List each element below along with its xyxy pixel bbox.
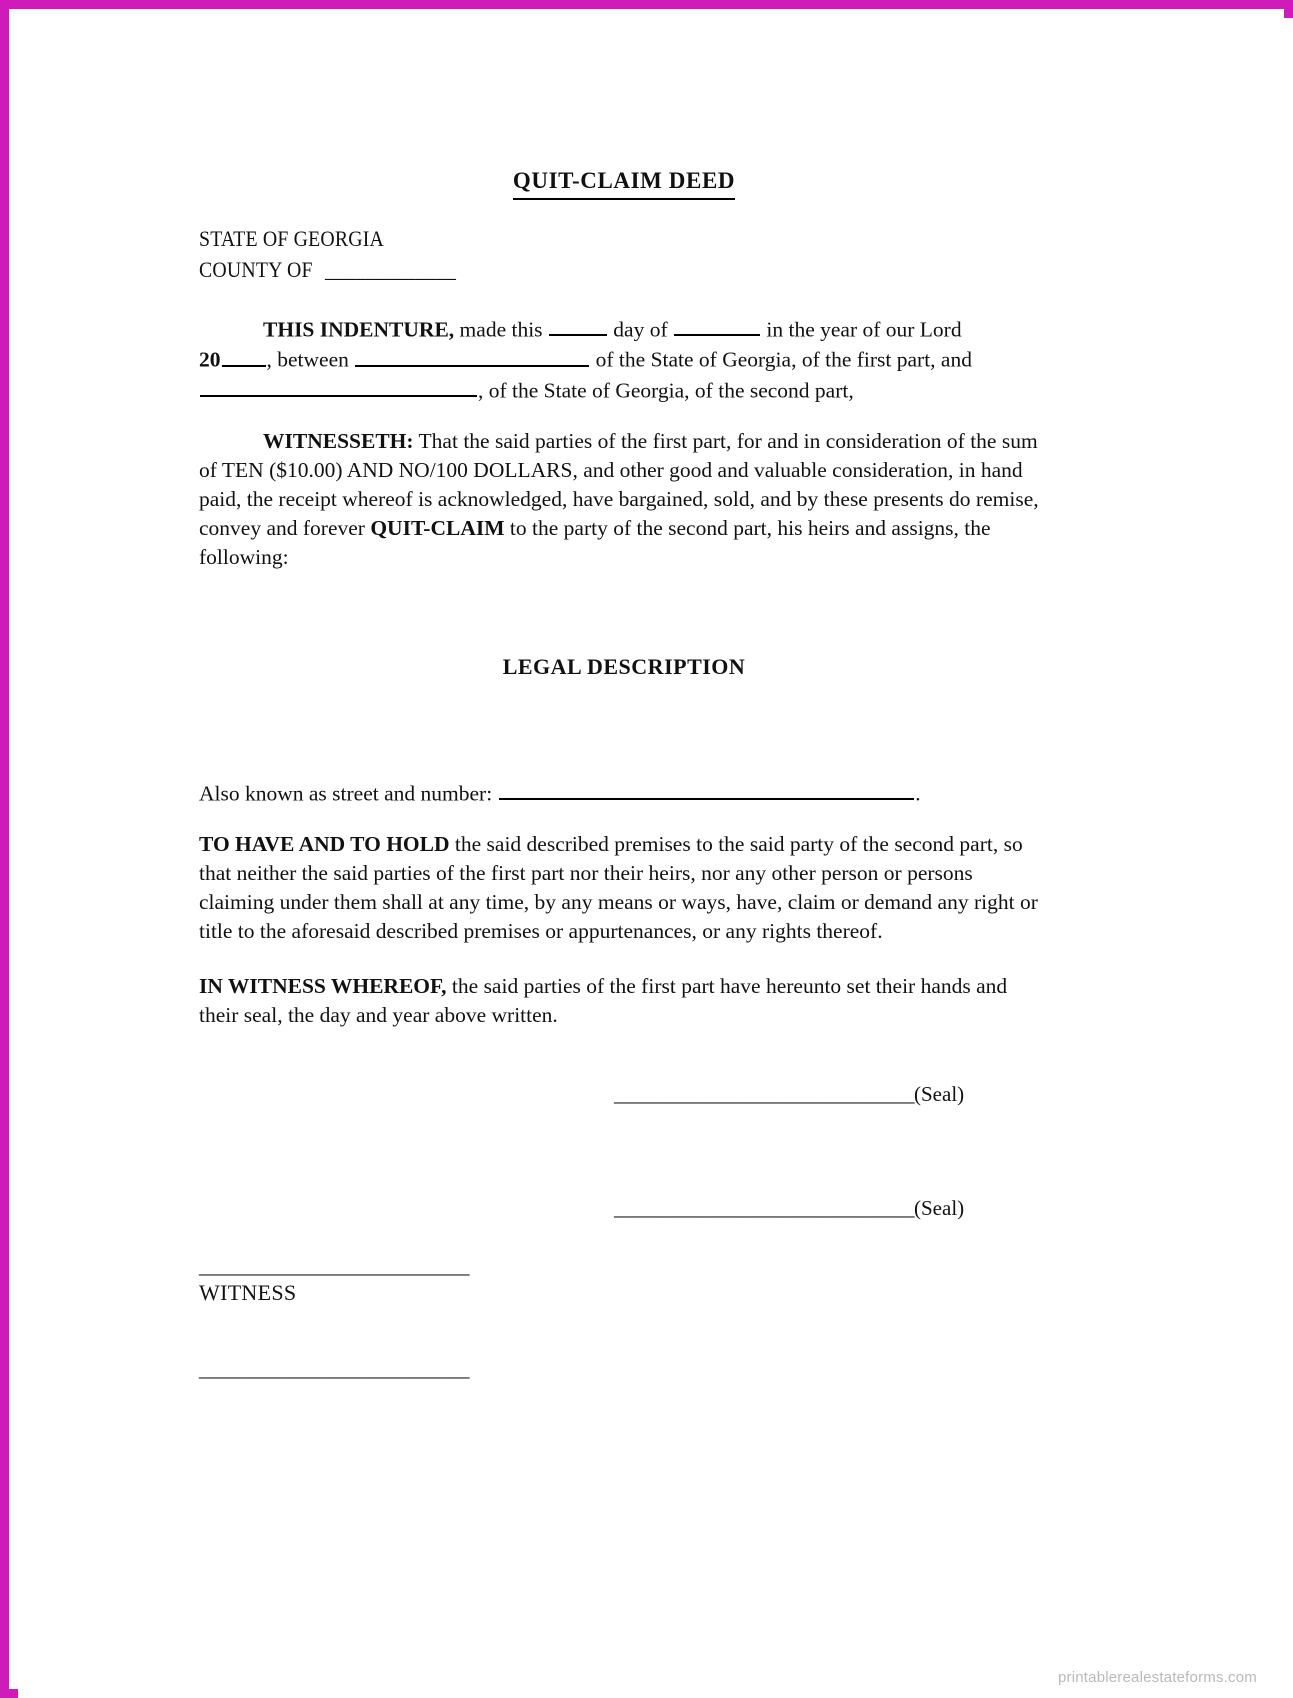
witness-signature-rule[interactable]: ___________________________ (199, 1254, 469, 1278)
grantee-name-blank-field[interactable] (200, 375, 477, 397)
indenture-text-5: of the State of Georgia, of the first part, and (590, 347, 972, 372)
jurisdiction-block (199, 223, 1049, 285)
title-container (199, 166, 1049, 200)
in-witness-lead-in: IN WITNESS WHEREOF, (199, 974, 447, 998)
also-known-as-line (199, 778, 1045, 808)
signature-row-1 (614, 1080, 1054, 1108)
state-line (199, 223, 1049, 254)
county-line (199, 254, 1049, 285)
witnesseth-body-1: That the said parties of the first part, for and in consideration of the sum of TEN ($10.00) AND NO/100 DOLLARS, and other good and valuable consideration, in hand paid, the receipt whereof is acknowledged, have bargained, sold, and by these presents do remise, convey and forever (199, 429, 1039, 540)
in-witness-whereof-paragraph (199, 972, 1045, 1030)
state-line-text: STATE OF GEORGIA (199, 226, 385, 251)
witness-label: WITNESS (199, 1280, 297, 1305)
county-blank-field[interactable]: _____________ (325, 257, 457, 283)
witness-signature-rule-2[interactable]: ___________________________ (199, 1357, 469, 1381)
year-prefix: 20 (199, 347, 221, 372)
in-witness-body: the said parties of the first part have hereunto set their hands and their seal, the day and year above written. (199, 974, 1008, 1027)
indenture-text-1: made this (454, 317, 548, 342)
document-page (36, 30, 1275, 1692)
site-watermark: printablerealestateforms.com (1057, 1669, 1257, 1686)
also-known-as-trailing: . (915, 781, 921, 806)
signature-row-2 (614, 1194, 1054, 1222)
quit-claim-emphasis: QUIT-CLAIM (370, 515, 505, 540)
month-blank-field[interactable] (674, 314, 760, 336)
day-blank-field[interactable] (549, 314, 607, 336)
street-address-blank-field[interactable] (499, 778, 914, 800)
to-have-lead-in: TO HAVE AND TO HOLD (199, 832, 450, 856)
witnesseth-body-2: to the party of the second part, his heirs and assigns, the following: (199, 515, 991, 569)
signature-rule-2[interactable]: ______________________________ (614, 1196, 914, 1220)
also-known-as-label: Also known as street and number: (199, 781, 493, 806)
indenture-text-2: day of (607, 317, 673, 342)
signature-rule-1[interactable]: ______________________________ (614, 1082, 914, 1106)
indenture-text-3: in the year of our Lord (761, 317, 962, 342)
witnesseth-paragraph (199, 427, 1045, 572)
grantor-name-blank-field[interactable] (355, 344, 589, 366)
witnesseth-lead-in: WITNESSETH: (263, 429, 414, 453)
legal-description-heading: LEGAL DESCRIPTION (502, 654, 746, 679)
seal-label-1: (Seal) (914, 1082, 965, 1106)
indenture-lead-in: THIS INDENTURE, (263, 317, 455, 342)
indenture-text-6: , of the State of Georgia, of the second part, (478, 378, 854, 403)
to-have-body: the said described premises to the said party of the second part, so that neither the said parties of the first part nor their heirs, nor any other person or persons claiming under them shall at any time, by any means or ways, have, claim or demand any right or title to the aforesaid described premises or appurtenances, or any rights thereof. (199, 832, 1038, 943)
indenture-paragraph (199, 314, 1045, 405)
seal-label-2: (Seal) (914, 1196, 965, 1220)
county-line-label: COUNTY OF (199, 257, 313, 283)
to-have-and-to-hold-paragraph (199, 830, 1045, 946)
page-border-inner-gap (18, 18, 1293, 1698)
year-blank-field[interactable] (222, 344, 266, 366)
indenture-text-4: , between (266, 347, 355, 372)
page-title: QUIT-CLAIM DEED (513, 166, 735, 200)
